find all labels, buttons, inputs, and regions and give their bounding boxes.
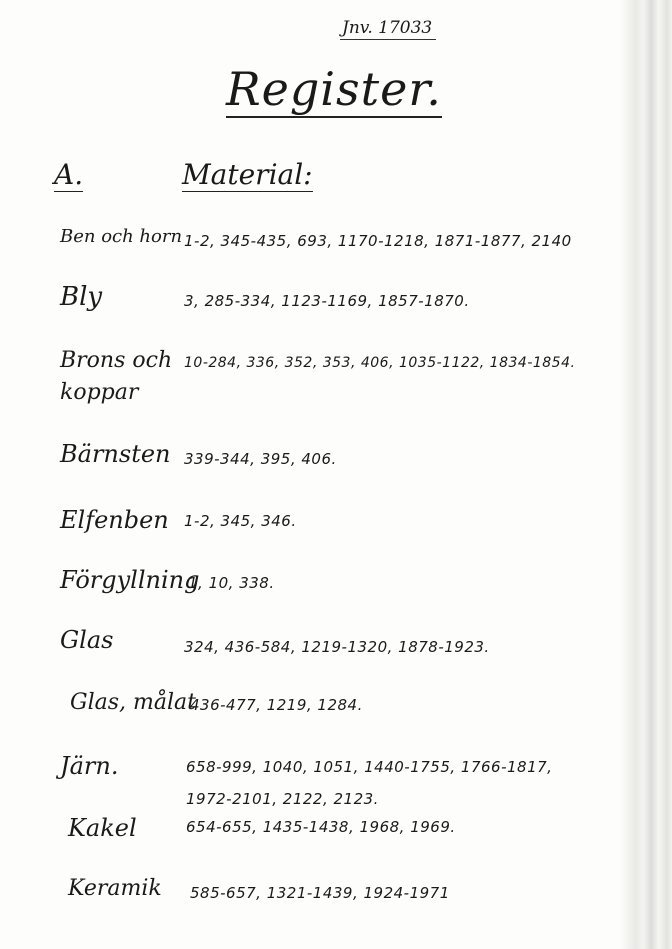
page-edge-stack [620,0,672,949]
entry-refs: 1-2, 345, 346. [184,512,297,530]
entry-refs: 585-657, 1321-1439, 1924-1971 [190,884,450,902]
section-letter: A. [54,158,84,191]
entry-refs: 10-284, 336, 352, 353, 406, 1035-1122, 1834-1854. [184,355,576,371]
entry-term: Brons och koppar [60,348,173,405]
entry-refs: 436-477, 1219, 1284. [190,696,363,714]
entry-term: Glas [60,626,114,654]
entry-refs: 324, 436-584, 1219-1320, 1878-1923. [184,638,490,656]
entry-term: Elfenben [60,506,169,534]
entry-term: Glas, målat [70,690,196,715]
entry-term: Bly [60,282,103,312]
entry-term: Järn. [60,752,119,780]
entry-refs: 3, 285-334, 1123-1169, 1857-1870. [184,292,470,310]
entry-refs: 1-2, 345-435, 693, 1170-1218, 1871-1877, 2140 [184,232,572,250]
entry-refs: 658-999, 1040, 1051, 1440-1755, 1766-1817, [186,758,553,776]
entry-term: Förgyllning [60,566,200,594]
entry-refs: 1, 10, 338. [188,574,275,592]
entry-term: Ben och horn [60,226,183,247]
entry-term: Kakel [68,814,137,842]
entry-refs-continued: 1972-2101, 2122, 2123. [186,790,379,808]
entry-refs: 339-344, 395, 406. [184,450,337,468]
section-title: Material: [182,158,313,191]
page-title: Register. [226,62,442,116]
entry-term: Keramik [68,876,162,901]
entry-refs: 654-655, 1435-1438, 1968, 1969. [186,818,456,836]
inventory-number: Jnv. 17033 [340,18,436,40]
entry-term: Bärnsten [60,440,171,468]
